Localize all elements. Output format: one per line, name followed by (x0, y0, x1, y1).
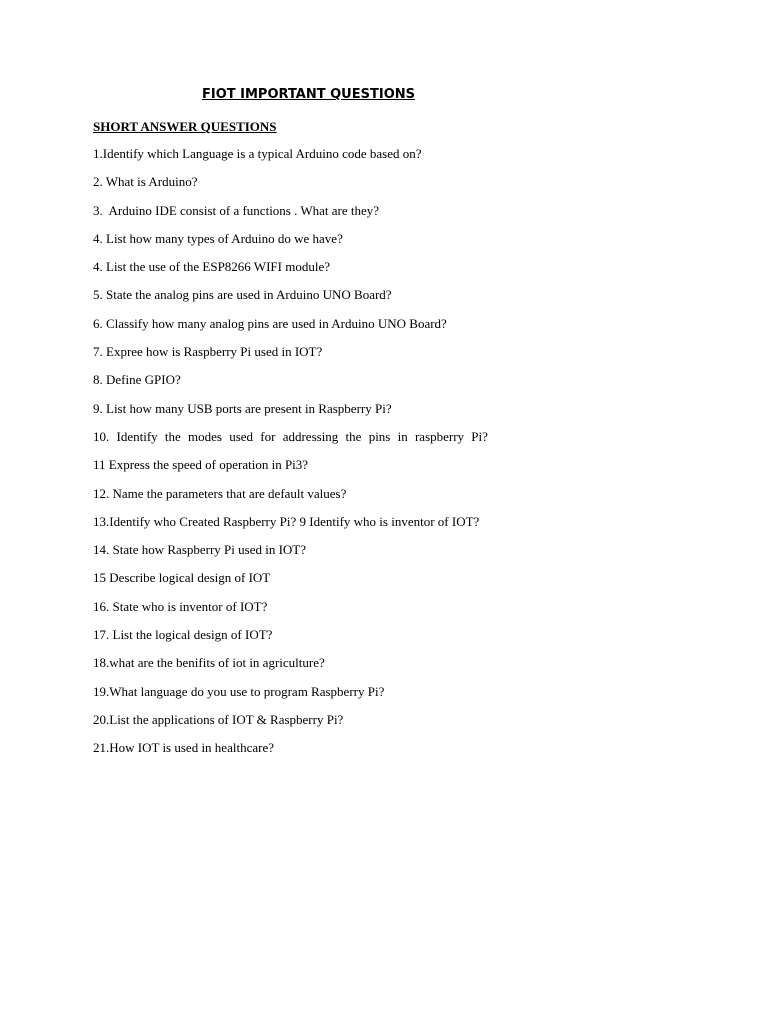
question-item: 2. What is Arduino? (93, 174, 198, 190)
section-heading: SHORT ANSWER QUESTIONS (93, 119, 277, 134)
question-item: 17. List the logical design of IOT? (93, 627, 273, 643)
question-item: 7. Expree how is Raspberry Pi used in IOT? (93, 344, 323, 360)
question-item: 4. List the use of the ESP8266 WIFI module? (93, 259, 330, 275)
question-item: 15 Describe logical design of IOT (93, 570, 271, 586)
question-item: 5. State the analog pins are used in Arduino UNO Board? (93, 287, 392, 303)
question-item: 9. List how many USB ports are present in Raspberry Pi? (93, 400, 392, 416)
question-item: 1.Identify which Language is a typical Arduino code based on? (93, 146, 422, 161)
question-item: 6. Classify how many analog pins are used in Arduino UNO Board? (93, 315, 447, 331)
question-item: 14. State how Raspberry Pi used in IOT? (93, 542, 307, 558)
question-item: 21.How IOT is used in healthcare? (93, 740, 274, 756)
question-item: 10. Identify the modes used for addressing the pins in raspberry Pi? (93, 428, 488, 444)
document-title: FIOT IMPORTANT QUESTIONS (202, 87, 415, 102)
question-item: 19.What language do you use to program Raspberry Pi? (93, 683, 385, 699)
question-list (93, 146, 488, 769)
question-item: 18.what are the benifits of iot in agriculture? (93, 655, 325, 671)
question-item: 16. State who is inventor of IOT? (93, 598, 268, 614)
question-item: 12. Name the parameters that are default values? (93, 485, 347, 501)
question-item: 8. Define GPIO? (93, 372, 181, 388)
question-item: 4. List how many types of Arduino do we have? (93, 230, 343, 246)
question-item: 13.Identify who Created Raspberry Pi? 9 Identify who is inventor of IOT? (93, 513, 480, 529)
question-item: 20.List the applications of IOT & Raspberry Pi? (93, 711, 344, 727)
question-item: 3. Arduino IDE consist of a functions . What are they? (93, 202, 380, 218)
question-item: 11 Express the speed of operation in Pi3? (93, 457, 309, 473)
